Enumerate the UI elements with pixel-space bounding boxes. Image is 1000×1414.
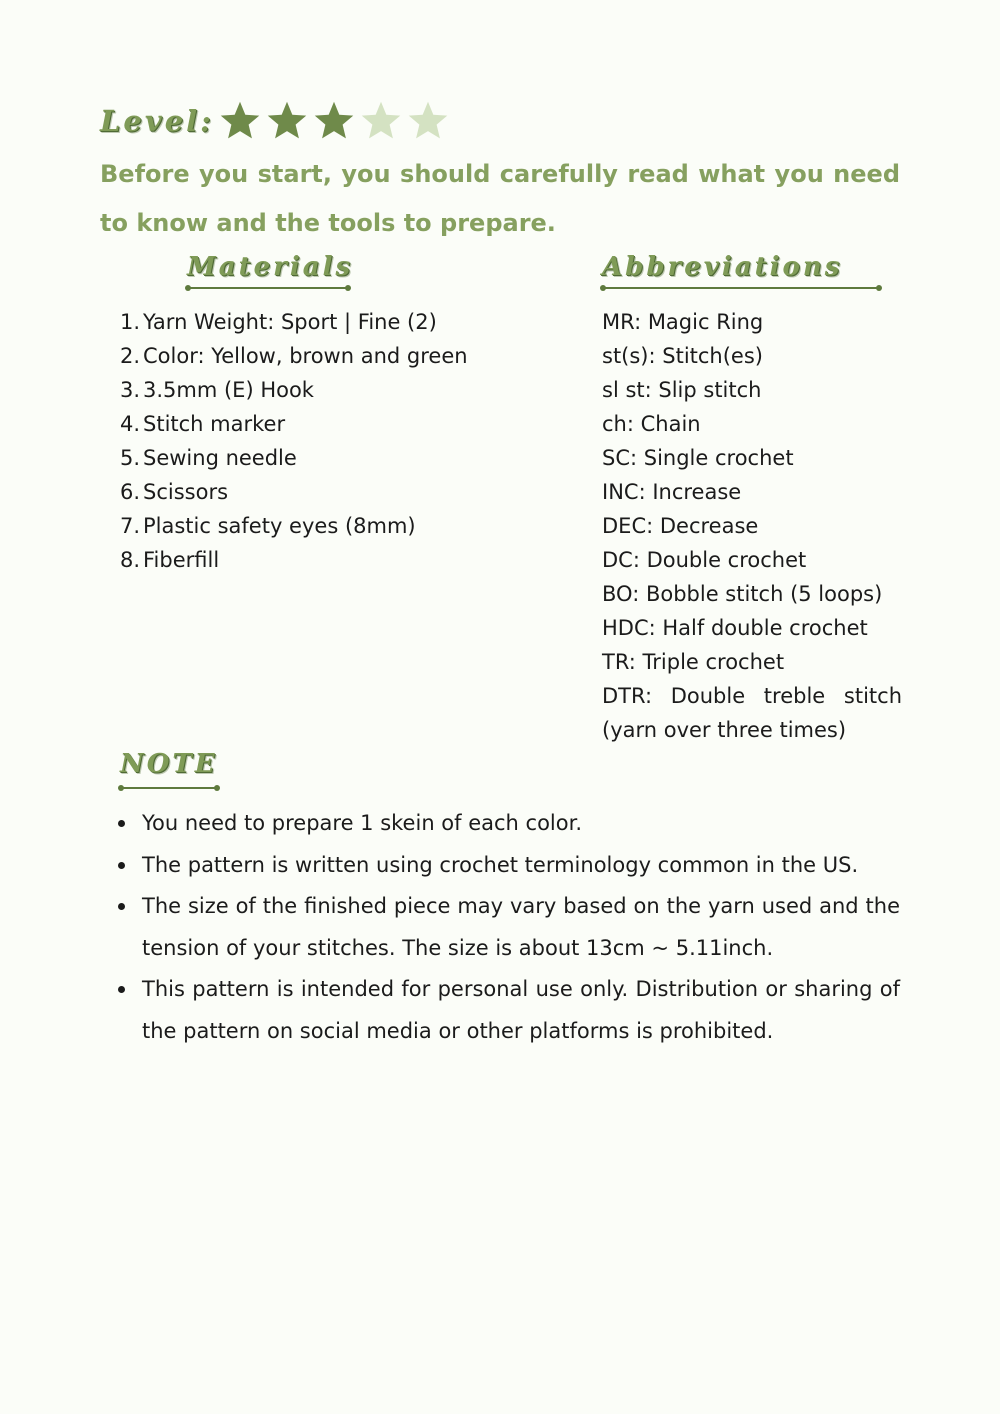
note-item: This pattern is intended for personal use only. Distribution or sharing of the pattern on social media or other platforms is prohibited. <box>142 969 900 1052</box>
abbreviation-item: ch: Chain <box>602 412 701 436</box>
material-item: 4. Stitch marker <box>120 412 286 436</box>
level-label: Level: <box>100 104 214 138</box>
abbreviation-item: sl st: Slip stitch <box>602 378 762 402</box>
material-item: 8. Fiberfill <box>120 548 220 572</box>
material-item: 3. 3.5mm (E) Hook <box>120 378 314 402</box>
material-item: 7. Plastic safety eyes (8mm) <box>120 514 416 538</box>
level-rating <box>218 99 453 143</box>
abbreviations-list <box>602 305 902 747</box>
abbreviation-item: INC: Increase <box>602 480 742 504</box>
abbreviations-underline <box>603 287 879 289</box>
note-item: You need to prepare 1 skein of each color. <box>142 803 900 845</box>
materials-list <box>120 305 468 577</box>
abbreviation-item: DEC: Decrease <box>602 514 759 538</box>
note-underline <box>121 787 217 789</box>
star-filled-icon <box>265 99 309 143</box>
abbreviation-item: SC: Single crochet <box>602 446 794 470</box>
star-filled-icon <box>312 99 356 143</box>
intro-text: Before you start, you should carefully read what you need to know and the tools to prepare. <box>100 160 900 237</box>
material-item: 2. Color: Yellow, brown and green <box>120 344 468 368</box>
abbreviation-item: DC: Double crochet <box>602 548 807 572</box>
note-title: NOTE <box>120 749 218 779</box>
materials-underline <box>188 287 348 289</box>
level-row <box>100 96 453 146</box>
abbreviation-item: TR: Triple crochet <box>602 650 785 674</box>
note-item: The pattern is written using crochet terminology common in the US. <box>142 845 900 887</box>
star-empty-icon <box>406 99 450 143</box>
material-item: 5. Sewing needle <box>120 446 297 470</box>
abbreviations-title: Abbreviations <box>602 252 843 282</box>
star-filled-icon <box>218 99 262 143</box>
abbreviation-item: BO: Bobble stitch (5 loops) <box>602 582 883 606</box>
abbreviation-item: DTR: Double treble stitch (yarn over three times) <box>602 684 902 742</box>
note-item: The size of the finished piece may vary based on the yarn used and the tension of your stitches. The size is about 13cm ~ 5.11inch. <box>142 886 900 969</box>
abbreviation-item: MR: Magic Ring <box>602 310 764 334</box>
abbreviation-item: HDC: Half double crochet <box>602 616 868 640</box>
material-item: 6. Scissors <box>120 480 229 504</box>
materials-title: Materials <box>187 252 354 282</box>
note-list <box>142 803 900 1052</box>
material-item: 1. Yarn Weight: Sport | Fine (2) <box>120 310 437 334</box>
star-empty-icon <box>359 99 403 143</box>
abbreviation-item: st(s): Stitch(es) <box>602 344 763 368</box>
